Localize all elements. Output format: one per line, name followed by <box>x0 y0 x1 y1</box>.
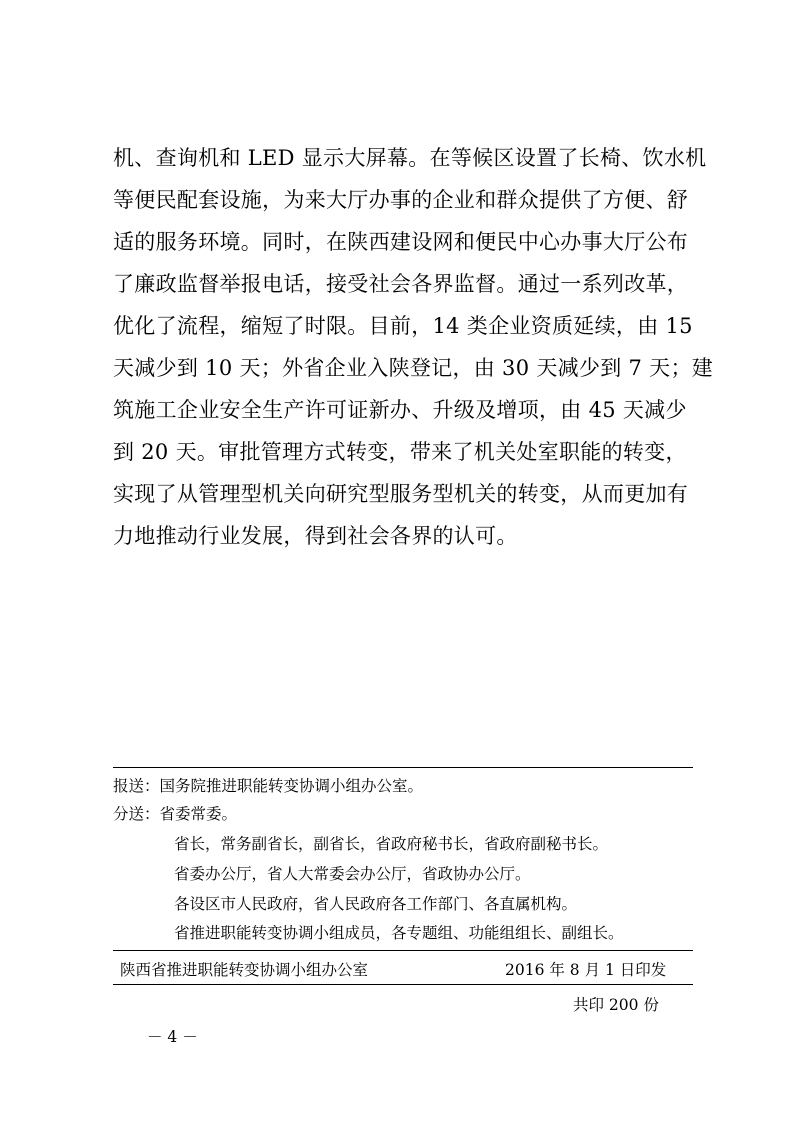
body-line: 机、查询机和 LED 显示大屏幕。在等候区设置了长椅、饮水机 <box>113 146 707 170</box>
body-line: 适的服务环境。同时，在陕西建设网和便民中心办事大厅公布 <box>113 230 689 254</box>
report-to-line: 报送：国务院推进职能转变协调小组办公室。 <box>113 777 424 795</box>
copy-line: 省委办公厅，省人大常委会办公厅，省政协办公厅。 <box>174 865 531 883</box>
issuer-org: 陕西省推进职能转变协调小组办公室 <box>120 961 369 979</box>
body-line: 实现了从管理型机关向研究型服务型机关的转变，从而更加有 <box>113 482 689 506</box>
copy-to-line: 分送：省委常委。 <box>113 805 238 823</box>
copy-line: 省推进职能转变协调小组成员，各专题组、功能组组长、副组长。 <box>174 924 624 942</box>
body-line: 天减少到 10 天；外省企业入陕登记，由 30 天减少到 7 天；建 <box>113 356 714 380</box>
copy-line: 省长，常务副省长，副省长，省政府秘书长，省政府副秘书长。 <box>174 835 609 853</box>
body-line: 等便民配套设施，为来大厅办事的企业和群众提供了方便、舒 <box>113 188 689 212</box>
body-line: 到 20 天。审批管理方式转变，带来了机关处室职能的转变， <box>113 440 687 464</box>
body-line: 筑施工企业安全生产许可证新办、升级及增项，由 45 天减少 <box>113 398 687 422</box>
footer-top-rule <box>113 950 693 951</box>
footer-bottom-rule <box>113 984 693 985</box>
page-number: － 4 － <box>147 1028 198 1046</box>
body-line: 了廉政监督举报电话，接受社会各界监督。通过一系列改革， <box>113 272 689 296</box>
body-line: 力地推动行业发展，得到社会各界的认可。 <box>113 524 518 548</box>
body-line: 优化了流程，缩短了时限。目前，14 类企业资质延续，由 15 <box>113 314 693 338</box>
distribution-top-rule <box>113 767 693 768</box>
body-text <box>113 137 714 557</box>
issue-date: 2016 年 8 月 1 日印发 <box>505 961 667 979</box>
copy-line: 各设区市人民政府，省人民政府各工作部门、各直属机构。 <box>174 895 578 913</box>
print-copies: 共印 200 份 <box>573 996 659 1014</box>
